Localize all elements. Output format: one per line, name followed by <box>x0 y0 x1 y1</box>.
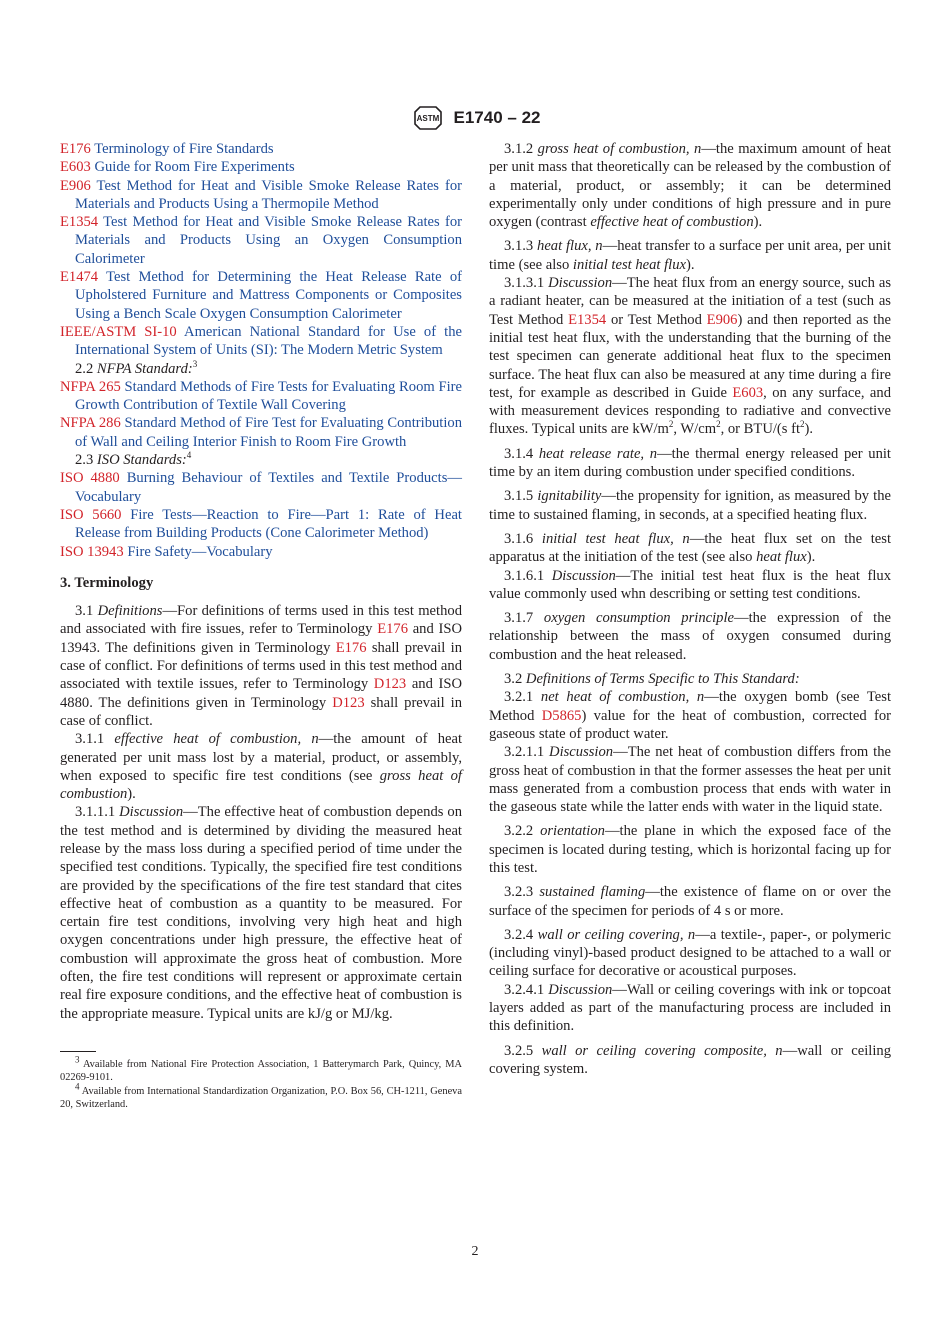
reference-item: E1354 Test Method for Heat and Visible Smoke Release Rates for Materials and Products Using an Oxygen Consumption Calorimeter <box>60 214 462 267</box>
page-number: 2 <box>471 1244 479 1259</box>
reference-item: E906 Test Method for Heat and Visible Smoke Release Rates for Materials and Products Using a Thermopile Method <box>60 177 462 212</box>
reference-link[interactable]: E176 <box>335 639 367 656</box>
reference-item: E1474 Test Method for Determining the Heat Release Rate of Upholstered Furniture and Mattress Components or Composites Using a Bench Scale Oxygen Consumption Calorimeter <box>60 269 462 322</box>
reference-link[interactable]: ISO 4880 <box>60 470 120 487</box>
paragraph-3-1-6-1: 3.1.6.1 Discussion—The initial test heat flux is the heat flux value commonly used whn describing or setting test conditions. <box>489 567 891 602</box>
reference-item: E603 Guide for Room Fire Experiments <box>60 159 295 176</box>
reference-item: NFPA 286 Standard Method of Fire Test for Evaluating Contribution of Wall and Ceiling Interior Finish to Room Fire Growth <box>60 415 462 450</box>
reference-link[interactable]: E603 <box>60 159 91 176</box>
reference-link[interactable]: IEEE/ASTM SI-10 <box>60 323 177 340</box>
reference-link[interactable]: E603 <box>732 384 764 401</box>
subsection-heading: 2.2 NFPA Standard:$^3$ <box>75 358 198 377</box>
paragraph-3-1: 3.1 Definitions—For definitions of terms used in this test method and associated with fire issues, refer to Terminology E176 and ISO 13943. The definitions given in Terminology E176 shall prevail in case of conflict. For definitions of terms used in this test method and associated with textile issues, refer to Terminology D123 and ISO 4880. The definitions given in Terminology D123 shall prevail in case of conflict. <box>60 603 462 729</box>
paragraph-3-2-4: 3.2.4 wall or ceiling covering, n—a textile-, paper-, or polymeric (including vinyl)-based product designed to be attached to a wall or ceiling surface for decorative or acoustical purposes. <box>489 926 891 980</box>
reference-item: ISO 4880 Burning Behaviour of Textiles and Textile Products—Vocabulary <box>60 470 462 505</box>
paragraph-3-2: 3.2 Definitions of Terms Specific to This Standard: <box>504 671 800 688</box>
paragraph-3-2-4-1: 3.2.4.1 Discussion—Wall or ceiling coverings with ink or topcoat layers added as part of the manufacturing process are included in this definition. <box>489 981 891 1035</box>
astm-logo-icon <box>410 104 446 132</box>
reference-link[interactable]: ISO 5660 <box>60 506 122 523</box>
paragraph-3-1-4: 3.1.4 heat release rate, n—the thermal energy released per unit time by an item during combustion under specified conditions. <box>489 445 891 481</box>
left-column <box>60 140 462 1112</box>
reference-link[interactable]: E176 <box>377 621 408 638</box>
page-header <box>0 104 950 132</box>
document-code: E1740 – 22 <box>453 108 541 127</box>
svg-text:ASTM: ASTM <box>416 114 439 123</box>
paragraph-3-2-2: 3.2.2 orientation—the plane in which the exposed face of the specimen is located during testing, which is horizontal facing up for this test. <box>489 823 891 876</box>
reference-link[interactable]: D123 <box>332 694 365 711</box>
paragraph-3-1-5: 3.1.5 ignitability—the propensity for ignition, as measured by the time to sustained flaming, in seconds, at a specified heating flux. <box>489 488 892 523</box>
paragraph-3-1-1: 3.1.1 effective heat of combustion, n—the amount of heat generated per unit mass lost by a material, product, or assembly, when exposed to specific fire test conditions (see gross heat of combustion). <box>60 731 462 803</box>
right-column <box>489 140 891 1078</box>
paragraph-3-1-2: 3.1.2 gross heat of combustion, n—the maximum amount of heat per unit mass that theoretically can be released by the combustion of a material, product, or assembly; it can be determined experimentally only under conditions of high pressure and in pure oxygen (contrast effective heat of combustion). <box>489 141 891 231</box>
reference-item: IEEE/ASTM SI-10 American National Standard for Use of the International System of Units (SI): The Modern Metric System <box>60 323 462 359</box>
paragraph-3-1-6: 3.1.6 initial test heat flux, n—the heat flux set on the test apparatus at the initiation of the test (see also heat flux). <box>489 530 892 566</box>
reference-item: E176 Terminology of Fire Standards <box>60 141 274 157</box>
reference-link[interactable]: E1474 <box>60 269 99 286</box>
reference-list-iso <box>60 469 462 560</box>
footnote-divider <box>60 1051 96 1052</box>
paragraph-3-1-3-1: 3.1.3.1 Discussion—The heat flux from an energy source, such as a radiant heater, can be measured at the initiation of a test (such as Test Method E1354 or Test Method E906) and then reported as the initial test heat flux, with the understanding that the burning of the test specimen can generate additional heat flux to the specimen surface. The heat flux can also be measured at any time during a fire test, for example as described in Guide E603, on any surface, and with measurement devices responding to radiative and convective fluxes. Typical units are $kW/m^2$, $W/cm^2$, or BTU/(s $ft^2$). <box>489 275 892 438</box>
footnote: $^4$ Available from International Standardization Organization, P.O. Box 56, CH-1211, Geneva 20, Switzerland. <box>60 1081 462 1111</box>
reference-link[interactable]: D5865 <box>541 707 582 724</box>
reference-list-nfpa <box>60 378 462 451</box>
paragraph-3-1-1-1: 3.1.1.1 Discussion—The effective heat of combustion depends on the test method and is determined by dividing the measured heat release by the mass loss during a specified period of time under the specified test conditions. Typically, the specified fire test conditions are provided by the specifications of the fire test standard that cites effective heat of combustion as a quantity to be measured. For certain fire test conditions, involving very high heat and high oxygen concentrations under high pressure, the effective heat of combustion will approximate the gross heat of combustion. More often, the fire test conditions will represent or approximate certain real fire exposure conditions, and the effective heat of combustion is the appropriate measure. Typical units are kJ/g or MJ/kg. <box>60 804 462 1022</box>
paragraph-3-2-3: 3.2.3 sustained flaming—the existence of flame on or over the surface of the specimen for periods of 4 s or more. <box>489 884 891 919</box>
reference-link[interactable]: D123 <box>373 676 407 693</box>
reference-link[interactable]: ISO 13943 <box>60 543 124 560</box>
reference-link[interactable]: E906 <box>706 311 738 328</box>
reference-link[interactable]: E176 <box>60 141 91 157</box>
reference-link[interactable]: NFPA 286 <box>60 415 121 432</box>
reference-item: ISO 13943 Fire Safety—Vocabulary <box>60 543 273 560</box>
paragraph-3-2-1: 3.2.1 net heat of combustion, n—the oxygen bomb (see Test Method D5865) value for the heat of combustion, corrected for gaseous state of product water. <box>489 689 891 742</box>
reference-item: ISO 5660 Fire Tests—Reaction to Fire—Part 1: Rate of Heat Release from Building Products (Cone Calorimeter Method) <box>60 506 462 542</box>
reference-link[interactable]: E906 <box>60 177 91 194</box>
reference-list-astm <box>60 140 462 360</box>
reference-item: NFPA 265 Standard Methods of Fire Tests for Evaluating Room Fire Growth Contribution of Textile Wall Covering <box>60 378 462 414</box>
paragraph-3-2-5: 3.2.5 wall or ceiling covering composite, n—wall or ceiling covering system. <box>489 1042 891 1077</box>
subsection-heading: 2.3 ISO Standards:$^4$ <box>75 450 192 469</box>
reference-link[interactable]: E1354 <box>60 214 99 231</box>
section-title: 3. Terminology <box>60 574 154 591</box>
footnote: $^3$ Available from National Fire Protection Association, 1 Batterymarch Park, Quincy, MA 02269-9101. <box>60 1054 462 1084</box>
paragraph-3-2-1-1: 3.2.1.1 Discussion—The net heat of combustion differs from the gross heat of combustion in that the former assesses the heat per unit mass generated from a combustion process that ends with water in the gaseous state while the latter ends with water in the liquid state. <box>489 744 891 816</box>
paragraph-3-1-3: 3.1.3 heat flux, n—heat transfer to a surface per unit area, per unit time (see also initial test heat flux). <box>489 238 891 273</box>
reference-link[interactable]: E1354 <box>568 311 607 328</box>
paragraph-3-1-7: 3.1.7 oxygen consumption principle—the expression of the relationship between the mass of oxygen consumed during combustion and the heat released. <box>489 610 891 663</box>
reference-link[interactable]: NFPA 265 <box>60 378 121 395</box>
